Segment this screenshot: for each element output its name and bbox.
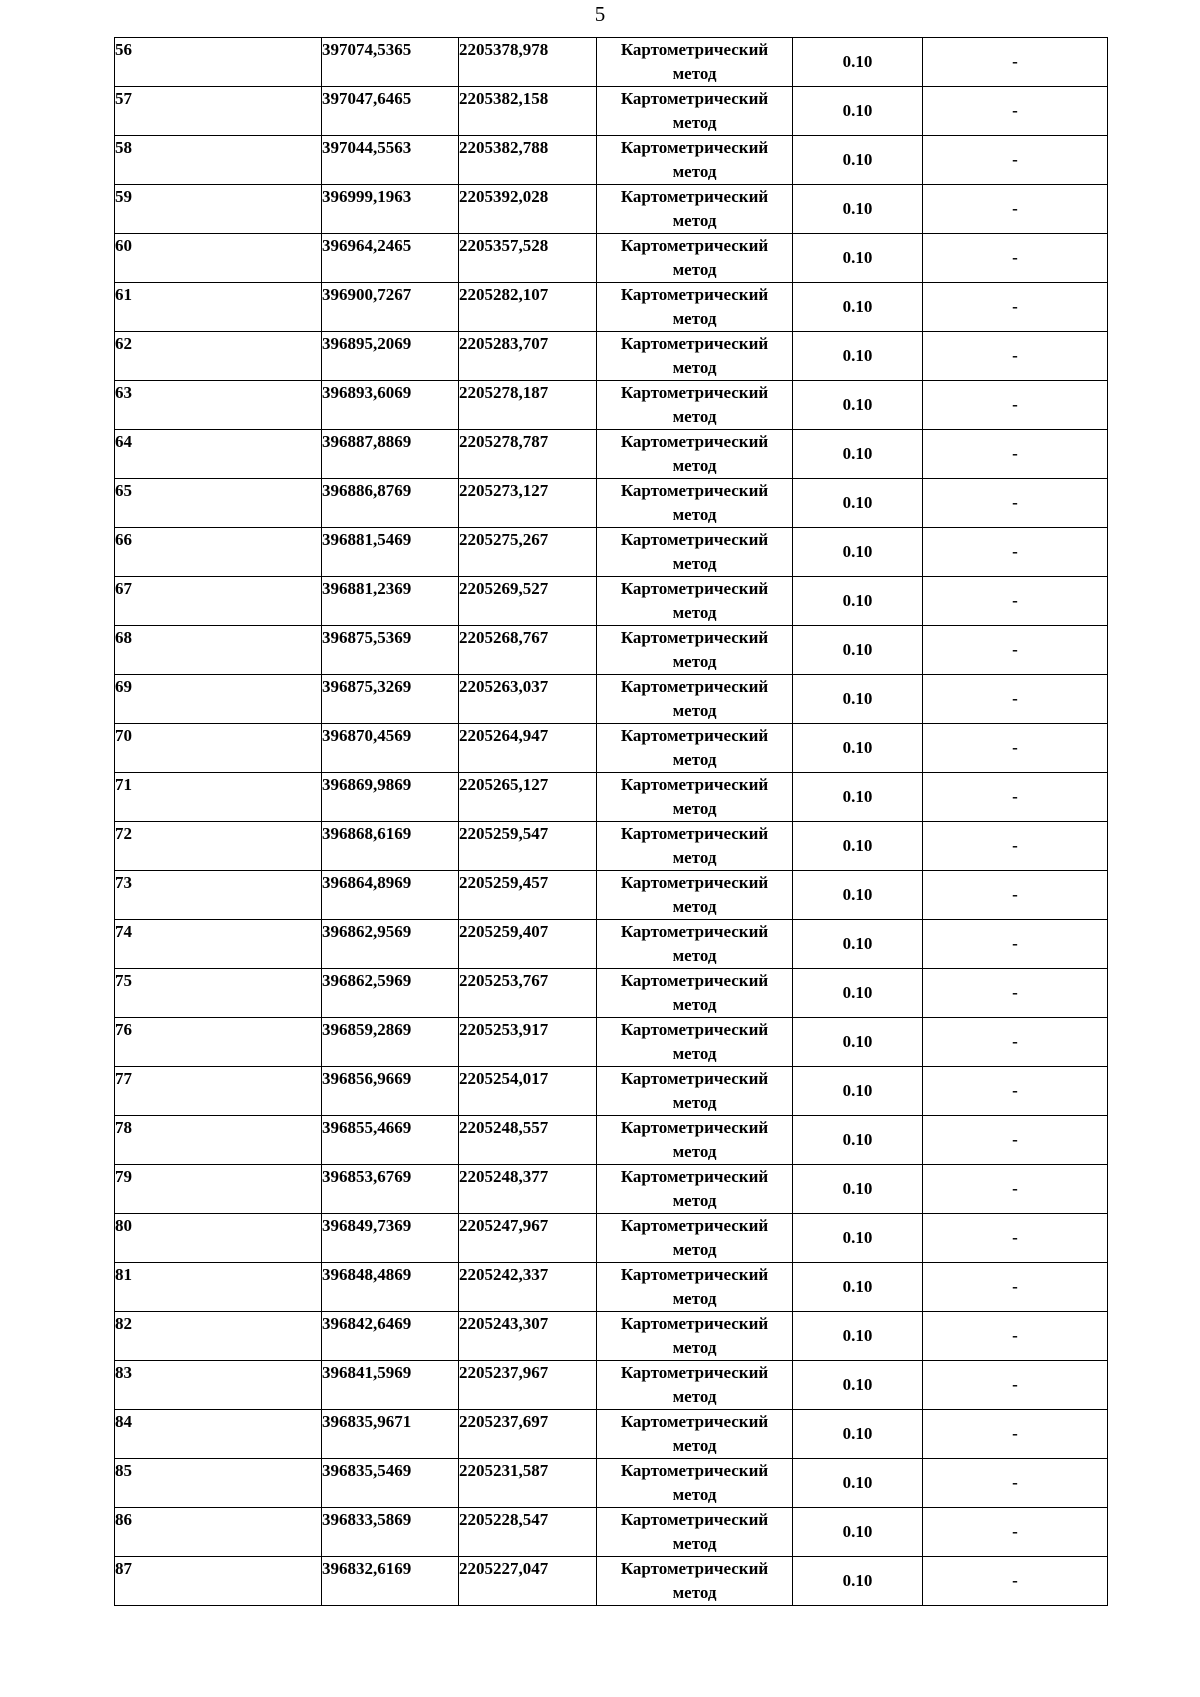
note-cell: - xyxy=(923,430,1108,479)
note-cell: - xyxy=(923,969,1108,1018)
method-line2: метод xyxy=(672,505,717,524)
table-row xyxy=(115,1557,1108,1606)
method-line2: метод xyxy=(672,603,717,622)
x-coordinate-cell: 396835,5469 xyxy=(322,1459,459,1508)
point-number-cell: 76 xyxy=(115,1018,322,1067)
table-row xyxy=(115,332,1108,381)
point-number-cell: 70 xyxy=(115,724,322,773)
method-line2: метод xyxy=(672,554,717,573)
method-cell xyxy=(597,1410,793,1459)
point-number-cell: 65 xyxy=(115,479,322,528)
x-coordinate-cell: 396864,8969 xyxy=(322,871,459,920)
y-coordinate-cell: 2205278,787 xyxy=(459,430,597,479)
point-number-cell: 63 xyxy=(115,381,322,430)
note-cell: - xyxy=(923,1165,1108,1214)
method-line2: метод xyxy=(672,260,717,279)
method-cell xyxy=(597,381,793,430)
accuracy-cell: 0.10 xyxy=(793,185,923,234)
method-cell xyxy=(597,87,793,136)
method-line2: метод xyxy=(672,358,717,377)
note-cell: - xyxy=(923,871,1108,920)
table-row xyxy=(115,969,1108,1018)
x-coordinate-cell: 396869,9869 xyxy=(322,773,459,822)
y-coordinate-cell: 2205263,037 xyxy=(459,675,597,724)
note-cell: - xyxy=(923,87,1108,136)
accuracy-cell: 0.10 xyxy=(793,87,923,136)
accuracy-cell: 0.10 xyxy=(793,1508,923,1557)
note-cell: - xyxy=(923,577,1108,626)
x-coordinate-cell: 396849,7369 xyxy=(322,1214,459,1263)
note-cell: - xyxy=(923,724,1108,773)
accuracy-cell: 0.10 xyxy=(793,577,923,626)
note-cell: - xyxy=(923,773,1108,822)
y-coordinate-cell: 2205237,967 xyxy=(459,1361,597,1410)
coordinates-table-body xyxy=(115,38,1108,1606)
method-line2: метод xyxy=(672,1191,717,1210)
method-line2: метод xyxy=(672,456,717,475)
method-cell xyxy=(597,1459,793,1508)
y-coordinate-cell: 2205265,127 xyxy=(459,773,597,822)
x-coordinate-cell: 396875,5369 xyxy=(322,626,459,675)
method-line1: Картометрический xyxy=(620,1167,769,1186)
point-number-cell: 66 xyxy=(115,528,322,577)
method-line2: метод xyxy=(672,211,717,230)
note-cell: - xyxy=(923,1508,1108,1557)
note-cell: - xyxy=(923,1312,1108,1361)
note-cell: - xyxy=(923,675,1108,724)
table-row xyxy=(115,479,1108,528)
method-cell xyxy=(597,283,793,332)
table-row xyxy=(115,185,1108,234)
method-cell xyxy=(597,1067,793,1116)
accuracy-cell: 0.10 xyxy=(793,38,923,87)
table-row xyxy=(115,1312,1108,1361)
x-coordinate-cell: 397074,5365 xyxy=(322,38,459,87)
point-number-cell: 79 xyxy=(115,1165,322,1214)
x-coordinate-cell: 396855,4669 xyxy=(322,1116,459,1165)
y-coordinate-cell: 2205248,557 xyxy=(459,1116,597,1165)
y-coordinate-cell: 2205259,407 xyxy=(459,920,597,969)
method-line1: Картометрический xyxy=(620,1069,769,1088)
table-row xyxy=(115,822,1108,871)
accuracy-cell: 0.10 xyxy=(793,773,923,822)
point-number-cell: 64 xyxy=(115,430,322,479)
point-number-cell: 74 xyxy=(115,920,322,969)
method-line1: Картометрический xyxy=(620,1461,769,1480)
method-line2: метод xyxy=(672,309,717,328)
method-line1: Картометрический xyxy=(620,383,769,402)
x-coordinate-cell: 396895,2069 xyxy=(322,332,459,381)
method-cell xyxy=(597,1214,793,1263)
method-line1: Картометрический xyxy=(620,1216,769,1235)
accuracy-cell: 0.10 xyxy=(793,332,923,381)
y-coordinate-cell: 2205264,947 xyxy=(459,724,597,773)
x-coordinate-cell: 396848,4869 xyxy=(322,1263,459,1312)
point-number-cell: 71 xyxy=(115,773,322,822)
x-coordinate-cell: 396835,9671 xyxy=(322,1410,459,1459)
x-coordinate-cell: 396832,6169 xyxy=(322,1557,459,1606)
x-coordinate-cell: 396887,8869 xyxy=(322,430,459,479)
accuracy-cell: 0.10 xyxy=(793,969,923,1018)
x-coordinate-cell: 396868,6169 xyxy=(322,822,459,871)
accuracy-cell: 0.10 xyxy=(793,381,923,430)
method-line1: Картометрический xyxy=(620,530,769,549)
x-coordinate-cell: 396875,3269 xyxy=(322,675,459,724)
note-cell: - xyxy=(923,332,1108,381)
method-cell xyxy=(597,675,793,724)
x-coordinate-cell: 397047,6465 xyxy=(322,87,459,136)
note-cell: - xyxy=(923,1410,1108,1459)
note-cell: - xyxy=(923,1214,1108,1263)
method-cell xyxy=(597,822,793,871)
accuracy-cell: 0.10 xyxy=(793,234,923,283)
x-coordinate-cell: 396893,6069 xyxy=(322,381,459,430)
method-line2: метод xyxy=(672,113,717,132)
y-coordinate-cell: 2205275,267 xyxy=(459,528,597,577)
table-row xyxy=(115,87,1108,136)
note-cell: - xyxy=(923,234,1108,283)
table-row xyxy=(115,528,1108,577)
accuracy-cell: 0.10 xyxy=(793,1410,923,1459)
method-line1: Картометрический xyxy=(620,1118,769,1137)
y-coordinate-cell: 2205392,028 xyxy=(459,185,597,234)
method-line2: метод xyxy=(672,946,717,965)
method-line2: метод xyxy=(672,1338,717,1357)
accuracy-cell: 0.10 xyxy=(793,1557,923,1606)
note-cell: - xyxy=(923,38,1108,87)
note-cell: - xyxy=(923,626,1108,675)
method-cell xyxy=(597,1361,793,1410)
method-line1: Картометрический xyxy=(620,236,769,255)
accuracy-cell: 0.10 xyxy=(793,283,923,332)
table-row xyxy=(115,773,1108,822)
accuracy-cell: 0.10 xyxy=(793,1459,923,1508)
point-number-cell: 84 xyxy=(115,1410,322,1459)
y-coordinate-cell: 2205259,457 xyxy=(459,871,597,920)
point-number-cell: 72 xyxy=(115,822,322,871)
method-cell xyxy=(597,1557,793,1606)
note-cell: - xyxy=(923,1557,1108,1606)
method-line1: Картометрический xyxy=(620,1020,769,1039)
table-row xyxy=(115,1067,1108,1116)
point-number-cell: 75 xyxy=(115,969,322,1018)
method-line2: метод xyxy=(672,652,717,671)
table-row xyxy=(115,283,1108,332)
x-coordinate-cell: 396853,6769 xyxy=(322,1165,459,1214)
accuracy-cell: 0.10 xyxy=(793,430,923,479)
method-line2: метод xyxy=(672,1534,717,1553)
method-line1: Картометрический xyxy=(620,726,769,745)
note-cell: - xyxy=(923,1263,1108,1312)
y-coordinate-cell: 2205253,917 xyxy=(459,1018,597,1067)
y-coordinate-cell: 2205228,547 xyxy=(459,1508,597,1557)
point-number-cell: 58 xyxy=(115,136,322,185)
method-line2: метод xyxy=(672,1289,717,1308)
method-line1: Картометрический xyxy=(620,1265,769,1284)
accuracy-cell: 0.10 xyxy=(793,1165,923,1214)
table-row xyxy=(115,1508,1108,1557)
x-coordinate-cell: 396999,1963 xyxy=(322,185,459,234)
note-cell: - xyxy=(923,185,1108,234)
method-line2: метод xyxy=(672,1240,717,1259)
note-cell: - xyxy=(923,1116,1108,1165)
point-number-cell: 77 xyxy=(115,1067,322,1116)
y-coordinate-cell: 2205259,547 xyxy=(459,822,597,871)
note-cell: - xyxy=(923,920,1108,969)
table-row xyxy=(115,1459,1108,1508)
accuracy-cell: 0.10 xyxy=(793,1116,923,1165)
point-number-cell: 82 xyxy=(115,1312,322,1361)
point-number-cell: 78 xyxy=(115,1116,322,1165)
x-coordinate-cell: 396859,2869 xyxy=(322,1018,459,1067)
method-cell xyxy=(597,724,793,773)
x-coordinate-cell: 396856,9669 xyxy=(322,1067,459,1116)
method-line1: Картометрический xyxy=(620,481,769,500)
y-coordinate-cell: 2205282,107 xyxy=(459,283,597,332)
table-row xyxy=(115,1116,1108,1165)
x-coordinate-cell: 396842,6469 xyxy=(322,1312,459,1361)
method-cell xyxy=(597,1018,793,1067)
y-coordinate-cell: 2205382,158 xyxy=(459,87,597,136)
method-cell xyxy=(597,1312,793,1361)
method-line2: метод xyxy=(672,1093,717,1112)
coordinates-table xyxy=(114,37,1108,1606)
method-line1: Картометрический xyxy=(620,334,769,353)
y-coordinate-cell: 2205243,307 xyxy=(459,1312,597,1361)
x-coordinate-cell: 396900,7267 xyxy=(322,283,459,332)
method-cell xyxy=(597,234,793,283)
method-line2: метод xyxy=(672,1142,717,1161)
accuracy-cell: 0.10 xyxy=(793,1312,923,1361)
y-coordinate-cell: 2205248,377 xyxy=(459,1165,597,1214)
x-coordinate-cell: 396862,9569 xyxy=(322,920,459,969)
method-cell xyxy=(597,577,793,626)
note-cell: - xyxy=(923,1018,1108,1067)
method-line2: метод xyxy=(672,750,717,769)
method-line1: Картометрический xyxy=(620,677,769,696)
method-line1: Картометрический xyxy=(620,1363,769,1382)
method-line1: Картометрический xyxy=(620,873,769,892)
y-coordinate-cell: 2205247,967 xyxy=(459,1214,597,1263)
point-number-cell: 73 xyxy=(115,871,322,920)
accuracy-cell: 0.10 xyxy=(793,626,923,675)
table-row xyxy=(115,1361,1108,1410)
method-line2: метод xyxy=(672,799,717,818)
y-coordinate-cell: 2205357,528 xyxy=(459,234,597,283)
table-row xyxy=(115,626,1108,675)
table-row xyxy=(115,1263,1108,1312)
note-cell: - xyxy=(923,381,1108,430)
x-coordinate-cell: 396833,5869 xyxy=(322,1508,459,1557)
method-cell xyxy=(597,38,793,87)
x-coordinate-cell: 396886,8769 xyxy=(322,479,459,528)
y-coordinate-cell: 2205268,767 xyxy=(459,626,597,675)
accuracy-cell: 0.10 xyxy=(793,724,923,773)
y-coordinate-cell: 2205269,527 xyxy=(459,577,597,626)
table-row xyxy=(115,871,1108,920)
method-line1: Картометрический xyxy=(620,285,769,304)
point-number-cell: 68 xyxy=(115,626,322,675)
y-coordinate-cell: 2205273,127 xyxy=(459,479,597,528)
x-coordinate-cell: 397044,5563 xyxy=(322,136,459,185)
accuracy-cell: 0.10 xyxy=(793,675,923,724)
accuracy-cell: 0.10 xyxy=(793,479,923,528)
accuracy-cell: 0.10 xyxy=(793,822,923,871)
method-line2: метод xyxy=(672,1583,717,1602)
method-cell xyxy=(597,920,793,969)
method-cell xyxy=(597,1263,793,1312)
point-number-cell: 56 xyxy=(115,38,322,87)
table-row xyxy=(115,1410,1108,1459)
point-number-cell: 81 xyxy=(115,1263,322,1312)
method-line1: Картометрический xyxy=(620,89,769,108)
table-row xyxy=(115,136,1108,185)
table-row xyxy=(115,381,1108,430)
method-cell xyxy=(597,969,793,1018)
note-cell: - xyxy=(923,283,1108,332)
point-number-cell: 69 xyxy=(115,675,322,724)
accuracy-cell: 0.10 xyxy=(793,1018,923,1067)
table-row xyxy=(115,920,1108,969)
table-row xyxy=(115,724,1108,773)
note-cell: - xyxy=(923,479,1108,528)
y-coordinate-cell: 2205227,047 xyxy=(459,1557,597,1606)
point-number-cell: 59 xyxy=(115,185,322,234)
table-row xyxy=(115,675,1108,724)
method-cell xyxy=(597,1116,793,1165)
table-row xyxy=(115,1018,1108,1067)
method-line1: Картометрический xyxy=(620,432,769,451)
method-line2: метод xyxy=(672,64,717,83)
table-row xyxy=(115,430,1108,479)
method-line2: метод xyxy=(672,162,717,181)
accuracy-cell: 0.10 xyxy=(793,1361,923,1410)
x-coordinate-cell: 396862,5969 xyxy=(322,969,459,1018)
method-line2: метод xyxy=(672,701,717,720)
method-line1: Картометрический xyxy=(620,922,769,941)
point-number-cell: 67 xyxy=(115,577,322,626)
method-line2: метод xyxy=(672,848,717,867)
page-number: 5 xyxy=(594,2,606,26)
accuracy-cell: 0.10 xyxy=(793,528,923,577)
x-coordinate-cell: 396841,5969 xyxy=(322,1361,459,1410)
method-line2: метод xyxy=(672,407,717,426)
table-row xyxy=(115,1214,1108,1263)
point-number-cell: 83 xyxy=(115,1361,322,1410)
y-coordinate-cell: 2205283,707 xyxy=(459,332,597,381)
note-cell: - xyxy=(923,822,1108,871)
method-cell xyxy=(597,185,793,234)
method-cell xyxy=(597,871,793,920)
y-coordinate-cell: 2205242,337 xyxy=(459,1263,597,1312)
method-cell xyxy=(597,773,793,822)
method-line1: Картометрический xyxy=(620,40,769,59)
method-line2: метод xyxy=(672,995,717,1014)
method-line2: метод xyxy=(672,1044,717,1063)
method-line1: Картометрический xyxy=(620,1314,769,1333)
accuracy-cell: 0.10 xyxy=(793,136,923,185)
method-line1: Картометрический xyxy=(620,579,769,598)
method-line1: Картометрический xyxy=(620,138,769,157)
point-number-cell: 62 xyxy=(115,332,322,381)
table-row xyxy=(115,1165,1108,1214)
x-coordinate-cell: 396881,5469 xyxy=(322,528,459,577)
method-line2: метод xyxy=(672,1436,717,1455)
point-number-cell: 60 xyxy=(115,234,322,283)
note-cell: - xyxy=(923,528,1108,577)
y-coordinate-cell: 2205231,587 xyxy=(459,1459,597,1508)
method-line1: Картометрический xyxy=(620,1412,769,1431)
accuracy-cell: 0.10 xyxy=(793,871,923,920)
y-coordinate-cell: 2205253,767 xyxy=(459,969,597,1018)
point-number-cell: 80 xyxy=(115,1214,322,1263)
method-cell xyxy=(597,1165,793,1214)
y-coordinate-cell: 2205278,187 xyxy=(459,381,597,430)
method-line2: метод xyxy=(672,1387,717,1406)
method-cell xyxy=(597,332,793,381)
x-coordinate-cell: 396881,2369 xyxy=(322,577,459,626)
point-number-cell: 57 xyxy=(115,87,322,136)
point-number-cell: 87 xyxy=(115,1557,322,1606)
method-cell xyxy=(597,479,793,528)
note-cell: - xyxy=(923,1067,1108,1116)
accuracy-cell: 0.10 xyxy=(793,920,923,969)
y-coordinate-cell: 2205237,697 xyxy=(459,1410,597,1459)
method-line1: Картометрический xyxy=(620,187,769,206)
note-cell: - xyxy=(923,1459,1108,1508)
y-coordinate-cell: 2205378,978 xyxy=(459,38,597,87)
method-cell xyxy=(597,430,793,479)
method-cell xyxy=(597,626,793,675)
note-cell: - xyxy=(923,136,1108,185)
point-number-cell: 86 xyxy=(115,1508,322,1557)
method-cell xyxy=(597,136,793,185)
accuracy-cell: 0.10 xyxy=(793,1263,923,1312)
table-row xyxy=(115,38,1108,87)
point-number-cell: 85 xyxy=(115,1459,322,1508)
method-cell xyxy=(597,1508,793,1557)
method-cell xyxy=(597,528,793,577)
method-line1: Картометрический xyxy=(620,775,769,794)
method-line2: метод xyxy=(672,897,717,916)
note-cell: - xyxy=(923,1361,1108,1410)
method-line1: Картометрический xyxy=(620,1559,769,1578)
y-coordinate-cell: 2205254,017 xyxy=(459,1067,597,1116)
method-line1: Картометрический xyxy=(620,971,769,990)
method-line2: метод xyxy=(672,1485,717,1504)
method-line1: Картометрический xyxy=(620,824,769,843)
y-coordinate-cell: 2205382,788 xyxy=(459,136,597,185)
x-coordinate-cell: 396964,2465 xyxy=(322,234,459,283)
table-row xyxy=(115,234,1108,283)
method-line1: Картометрический xyxy=(620,1510,769,1529)
method-line1: Картометрический xyxy=(620,628,769,647)
accuracy-cell: 0.10 xyxy=(793,1067,923,1116)
table-row xyxy=(115,577,1108,626)
point-number-cell: 61 xyxy=(115,283,322,332)
x-coordinate-cell: 396870,4569 xyxy=(322,724,459,773)
accuracy-cell: 0.10 xyxy=(793,1214,923,1263)
